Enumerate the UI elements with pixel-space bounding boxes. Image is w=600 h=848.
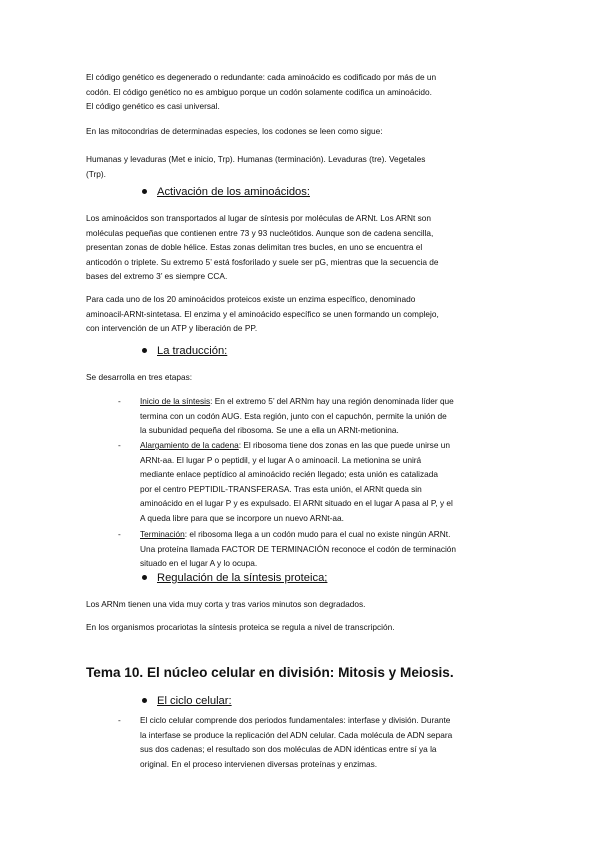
chapter-title: Tema 10. El núcleo celular en división: Mitosis y Meiosis. xyxy=(86,665,454,680)
dash-marker: - xyxy=(118,529,121,539)
heading-regulacion xyxy=(142,571,327,586)
bullet-icon xyxy=(142,189,147,194)
bullet-icon xyxy=(142,348,147,353)
text-line: moléculas pequeñas que contienen entre 73 y 93 nucleótidos. Aunque son de cadena sencilla, xyxy=(86,227,434,238)
activacion-paragraph-2 xyxy=(86,292,516,336)
heading-traduccion xyxy=(142,344,227,359)
text-line: por el centro PEPTIDIL-TRANSFERASA. Tras esta unión, el ARNt queda sin xyxy=(140,483,422,494)
text-line: termina con un codón AUG. Esta región, junto con el capuchón, permite la unión de xyxy=(140,410,447,421)
text-line: : En el extremo 5’ del ARNm hay una región denominada líder que xyxy=(210,396,454,406)
text-line: El código genético es degenerado o redundante: cada aminoácido es codificado por más de un xyxy=(86,72,437,82)
heading-ciclo xyxy=(142,694,232,709)
regulacion-paragraph-1: Los ARNm tienen una vida muy corta y tras varios minutos son degradados. xyxy=(86,599,366,609)
text-line: con intervención de un ATP y liberación de PP. xyxy=(86,323,258,334)
traduccion-intro: Se desarrolla en tres etapas: xyxy=(86,372,193,382)
heading-activacion xyxy=(142,185,310,200)
text-line: bases del extremo 3’ es siempre CCA. xyxy=(86,271,228,282)
species-paragraph xyxy=(86,152,516,181)
heading-text: Regulación de la síntesis proteica; xyxy=(157,572,328,584)
intro-paragraph xyxy=(86,70,516,114)
heading-text: El ciclo celular: xyxy=(157,695,232,707)
list-item xyxy=(118,438,518,526)
text-line: aminoacil-ARNt-sintetasa. El enzima y el aminoácido específico se unen formando un complejo, xyxy=(86,308,439,319)
dash-marker: - xyxy=(118,440,121,450)
text-line: ARNt-aa. El lugar P o peptidil, y el lugar A o aminoacil. La metionina se unirá xyxy=(140,454,422,465)
bullet-icon xyxy=(142,575,147,580)
dash-marker: - xyxy=(118,715,121,725)
text-line: codón. El código genético no es ambiguo porque un codón solamente codifica un aminoácido. xyxy=(86,86,432,97)
term-label: Terminación xyxy=(140,529,185,539)
text-line: original. En el proceso intervienen diversas proteínas y enzimas. xyxy=(140,758,378,769)
text-line: Humanas y levaduras (Met e inicio, Trp). Humanas (terminación). Levaduras (tre). Vegetales xyxy=(86,154,426,164)
list-item xyxy=(118,394,518,438)
dash-marker: - xyxy=(118,396,121,406)
text-line: anticodón o triplete. Su extremo 5’ está fosforilado y suele ser pG, mientras que la secuencia de xyxy=(86,256,439,267)
list-item xyxy=(118,713,518,773)
text-line: Los aminoácidos son transportados al lugar de síntesis por moléculas de ARNt. Los ARNt son xyxy=(86,213,431,223)
term-label: Alargamiento de la cadena xyxy=(140,440,239,450)
text-line: presentan zonas de doble hélice. Estas zonas delimitan tres bucles, en uno se encuentra el xyxy=(86,242,423,253)
text-line: : el ribosoma llega a un codón mudo para el cual no existe ningún ARNt. xyxy=(184,529,451,539)
text-line: Para cada uno de los 20 aminoácidos proteicos existe un enzima específico, denominado xyxy=(86,294,416,304)
text-line: situado en el lugar A y lo ocupa. xyxy=(140,558,258,569)
text-line: Una proteína llamada FACTOR DE TERMINACIÓN reconoce el codón de terminación xyxy=(140,543,457,554)
regulacion-paragraph-2: En los organismos procariotas la síntesis proteica se regula a nivel de transcripción. xyxy=(86,622,395,632)
text-line: sus dos cadenas; el resultado son dos moléculas de ADN idénticas entre sí ya la xyxy=(140,744,437,755)
heading-text: La traducción: xyxy=(157,345,228,357)
heading-text: Activación de los aminoácidos: xyxy=(157,186,310,198)
text-line: El código genético es casi universal. xyxy=(86,101,220,112)
text-line: El ciclo celular comprende dos periodos fundamentales: interfase y división. Durante xyxy=(140,715,451,725)
text-line: (Trp). xyxy=(86,168,106,179)
text-line: A queda libre para que se incorpore un nuevo ARNt-aa. xyxy=(140,512,344,523)
text-line: mediante enlace peptídico al aminoácido recién llegado; esta unión es catalizada xyxy=(140,469,438,480)
text-line: la interfase se produce la replicación del ADN celular. Cada molécula de ADN separa xyxy=(140,729,453,740)
text-line: aminoácido en el lugar P y es expulsado. El ARNt situado en el lugar A pasa al P, y el xyxy=(140,498,453,509)
text-line: : El ribosoma tiene dos zonas en las que puede unirse un xyxy=(238,440,450,450)
term-label: Inicio de la síntesis xyxy=(140,396,211,406)
activacion-paragraph-1 xyxy=(86,211,516,284)
mito-paragraph: En las mitocondrias de determinadas especies, los codones se leen como sigue: xyxy=(86,126,383,136)
bullet-icon xyxy=(142,698,147,703)
text-line: la subunidad pequeña del ribosoma. Se une a ella un ARNt-metionina. xyxy=(140,425,399,436)
list-item xyxy=(118,527,518,571)
